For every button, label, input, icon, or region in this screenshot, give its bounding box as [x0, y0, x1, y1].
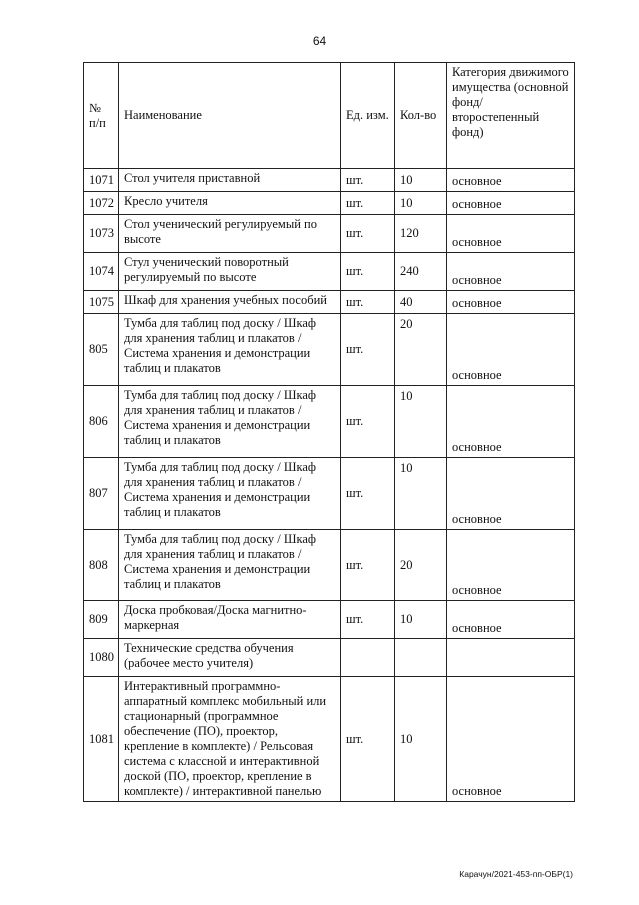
row-category: основное: [447, 314, 575, 386]
row-num: 1073: [84, 215, 119, 253]
row-unit: шт.: [341, 291, 395, 314]
row-num: 1081: [84, 677, 119, 802]
table-row: [84, 253, 575, 291]
row-unit: шт.: [341, 215, 395, 253]
row-qty: 10: [395, 386, 447, 458]
header-category: Категория движимого имущества (основной фонд/ второстепенный фонд): [447, 63, 575, 169]
row-unit: [341, 639, 395, 677]
table-row: [84, 215, 575, 253]
row-name: Тумба для таблиц под доску / Шкаф для хранения таблиц и плакатов / Система хранения и демонстрации таблиц и плакатов: [119, 530, 341, 601]
row-qty: 10: [395, 192, 447, 215]
row-unit: шт.: [341, 458, 395, 530]
row-num: 806: [84, 386, 119, 458]
row-name: Тумба для таблиц под доску / Шкаф для хранения таблиц и плакатов / Система хранения и демонстрации таблиц и плакатов: [119, 458, 341, 530]
table-row: [84, 458, 575, 530]
row-category: основное: [447, 253, 575, 291]
row-category: основное: [447, 458, 575, 530]
row-name: Интерактивный программно-аппаратный комплекс мобильный или стационарный (программное обеспечение (ПО), проектор, крепление в комплекте) / Рельсовая система с классной и интерактивной доской (ПО, проектор, крепление в комплекте) / интерактивной панелью: [119, 677, 341, 802]
row-category: основное: [447, 215, 575, 253]
header-qty: Кол-во: [395, 63, 447, 169]
table-row: [84, 386, 575, 458]
header-name: Наименование: [119, 63, 341, 169]
row-qty: 20: [395, 314, 447, 386]
row-num: 809: [84, 601, 119, 639]
row-unit: шт.: [341, 677, 395, 802]
inventory-table: [83, 62, 575, 802]
row-name: Доска пробковая/Доска магнитно-маркерная: [119, 601, 341, 639]
row-category: основное: [447, 386, 575, 458]
row-unit: шт.: [341, 386, 395, 458]
row-qty: [395, 639, 447, 677]
row-name: Кресло учителя: [119, 192, 341, 215]
row-category: [447, 639, 575, 677]
row-name: Стол учителя приставной: [119, 169, 341, 192]
row-qty: 10: [395, 677, 447, 802]
row-name: Тумба для таблиц под доску / Шкаф для хранения таблиц и плакатов / Система хранения и демонстрации таблиц и плакатов: [119, 314, 341, 386]
table-row: [84, 530, 575, 601]
table-row: [84, 639, 575, 677]
table-row: [84, 314, 575, 386]
row-num: 1074: [84, 253, 119, 291]
row-qty: 10: [395, 458, 447, 530]
table-row: [84, 192, 575, 215]
table-row: [84, 601, 575, 639]
row-qty: 20: [395, 530, 447, 601]
row-name: Шкаф для хранения учебных пособий: [119, 291, 341, 314]
document-reference-footer: Карачун/2021-453-пп-ОБР(1): [459, 869, 573, 879]
row-num: 807: [84, 458, 119, 530]
row-num: 1080: [84, 639, 119, 677]
row-name: Стул ученический поворотный регулируемый по высоте: [119, 253, 341, 291]
row-qty: 240: [395, 253, 447, 291]
row-name: Технические средства обучения (рабочее место учителя): [119, 639, 341, 677]
row-num: 1075: [84, 291, 119, 314]
row-name: Тумба для таблиц под доску / Шкаф для хранения таблиц и плакатов / Система хранения и демонстрации таблиц и плакатов: [119, 386, 341, 458]
row-unit: шт.: [341, 601, 395, 639]
row-unit: шт.: [341, 253, 395, 291]
row-category: основное: [447, 169, 575, 192]
row-num: 808: [84, 530, 119, 601]
row-name: Стол ученический регулируемый по высоте: [119, 215, 341, 253]
row-unit: шт.: [341, 169, 395, 192]
table-row: [84, 291, 575, 314]
row-category: основное: [447, 601, 575, 639]
header-num: № п/п: [84, 63, 119, 169]
table-row: [84, 677, 575, 802]
row-category: основное: [447, 677, 575, 802]
row-num: 1071: [84, 169, 119, 192]
table-header-row: [84, 63, 575, 169]
row-category: основное: [447, 291, 575, 314]
row-category: основное: [447, 192, 575, 215]
row-qty: 120: [395, 215, 447, 253]
row-num: 1072: [84, 192, 119, 215]
page-number: 64: [312, 34, 327, 48]
row-category: основное: [447, 530, 575, 601]
row-num: 805: [84, 314, 119, 386]
row-qty: 10: [395, 601, 447, 639]
row-qty: 10: [395, 169, 447, 192]
row-qty: 40: [395, 291, 447, 314]
row-unit: шт.: [341, 192, 395, 215]
table-row: [84, 169, 575, 192]
row-unit: шт.: [341, 314, 395, 386]
header-unit: Ед. изм.: [341, 63, 395, 169]
row-unit: шт.: [341, 530, 395, 601]
